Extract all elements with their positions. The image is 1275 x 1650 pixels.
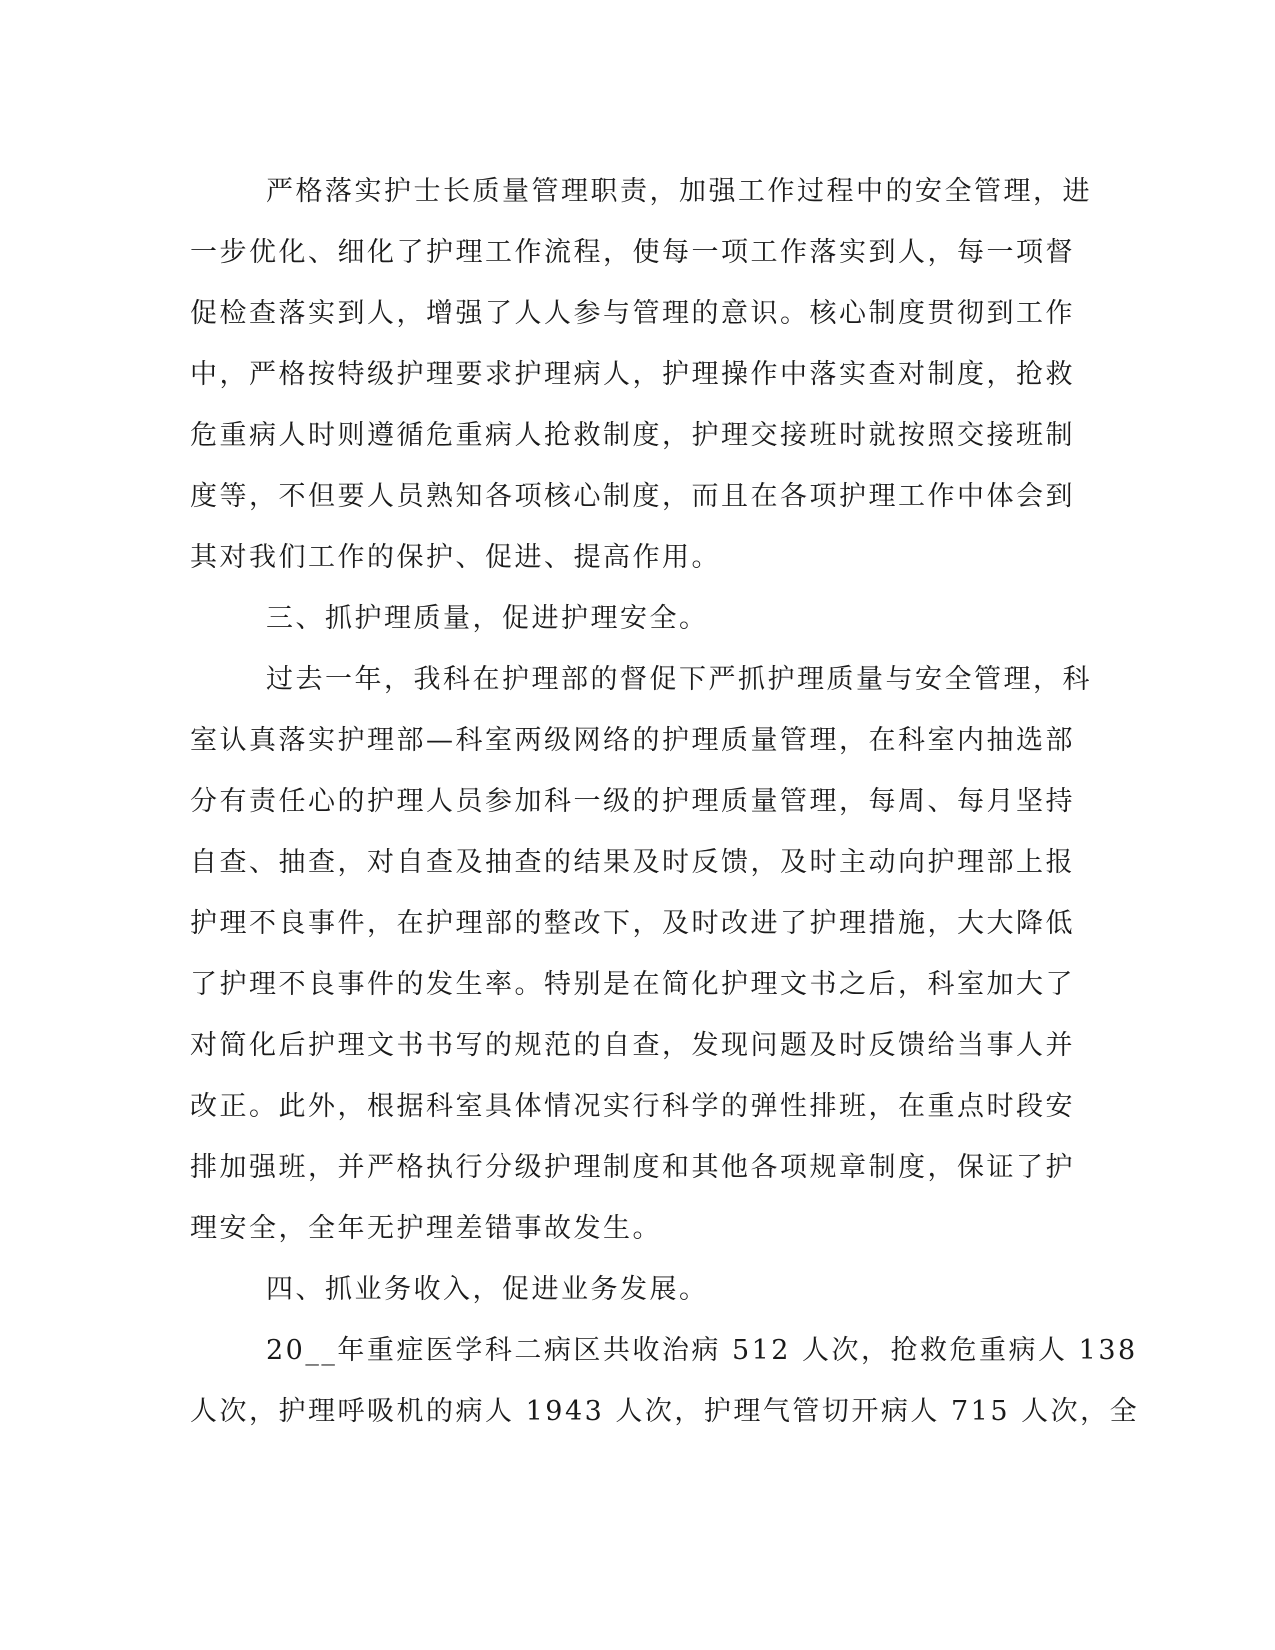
text-line: 改正。此外，根据科室具体情况实行科学的弹性排班，在重点时段安 [190, 1091, 1075, 1122]
text-line: 室认真落实护理部—科室两级网络的护理质量管理，在科室内抽选部 [190, 725, 1075, 756]
text-line: 人次，护理呼吸机的病人 1943 人次，护理气管切开病人 715 人次，全 [190, 1396, 1140, 1427]
text-line: 危重病人时则遵循危重病人抢救制度，护理交接班时就按照交接班制 [190, 420, 1075, 451]
section-heading: 三、抓护理质量，促进护理安全。 [266, 603, 709, 634]
text-line: 其对我们工作的保护、促进、提高作用。 [190, 542, 721, 573]
text-line: 对简化后护理文书书写的规范的自查，发现问题及时反馈给当事人并 [190, 1030, 1075, 1061]
text-line: 自查、抽查，对自查及抽查的结果及时反馈，及时主动向护理部上报 [190, 847, 1075, 878]
text-line: 护理不良事件，在护理部的整改下，及时改进了护理措施，大大降低 [190, 908, 1075, 939]
text-line: 中，严格按特级护理要求护理病人，护理操作中落实查对制度，抢救 [190, 359, 1075, 390]
text-line: 度等，不但要人员熟知各项核心制度，而且在各项护理工作中体会到 [190, 481, 1075, 512]
text-line: 了护理不良事件的发生率。特别是在简化护理文书之后，科室加大了 [190, 969, 1075, 1000]
text-line: 理安全，全年无护理差错事故发生。 [190, 1213, 662, 1244]
text-line: 一步优化、细化了护理工作流程，使每一项工作落实到人，每一项督 [190, 237, 1075, 268]
text-line: 严格落实护士长质量管理职责，加强工作过程中的安全管理，进 [266, 176, 1092, 207]
text-line: 促检查落实到人，增强了人人参与管理的意识。核心制度贯彻到工作 [190, 298, 1075, 329]
body-text [190, 161, 1140, 1442]
text-line: 排加强班，并严格执行分级护理制度和其他各项规章制度，保证了护 [190, 1152, 1075, 1183]
text-line: 分有责任心的护理人员参加科一级的护理质量管理，每周、每月坚持 [190, 786, 1075, 817]
text-line: 20__年重症医学科二病区共收治病 512 人次，抢救危重病人 138 [266, 1335, 1138, 1366]
text-line: 过去一年，我科在护理部的督促下严抓护理质量与安全管理，科 [266, 664, 1092, 695]
section-heading: 四、抓业务收入，促进业务发展。 [266, 1274, 709, 1305]
